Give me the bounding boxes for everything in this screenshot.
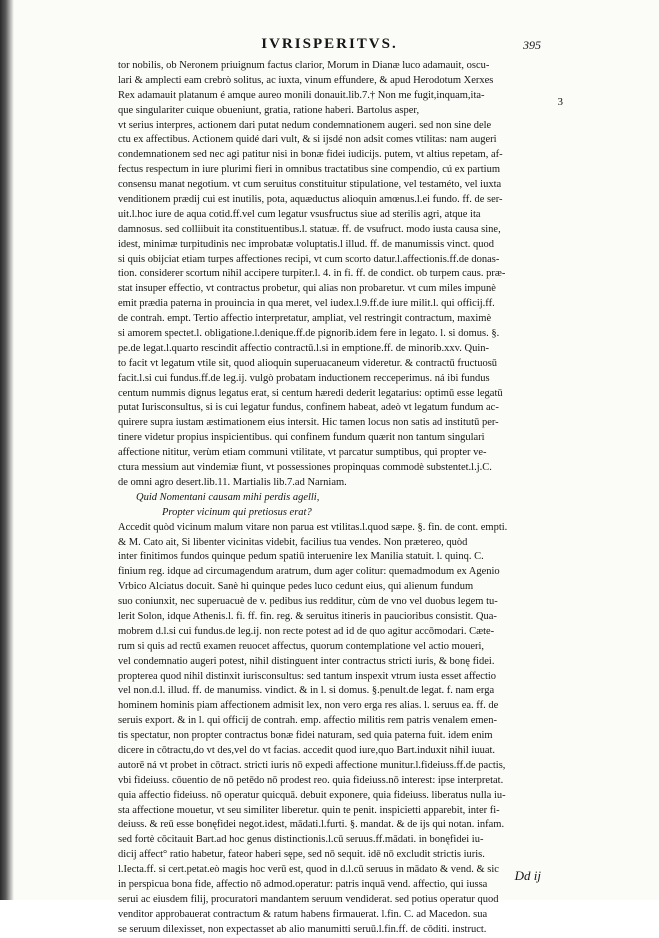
text-line: to facit vt legatum vtile sit, quod alioquin superuacaneum videretur. & contractū fructuosū: [118, 357, 498, 369]
text-line: ctura messium aut vindemiæ fiunt, vt possessiones propinquas commodè substentet.l.j.C.: [118, 462, 492, 474]
signature-mark: Dd ij: [514, 868, 541, 883]
text-line: propterea quod nihil distinxit iurisconsultus: sed tantum inspexit vtrum iusta esset affectio: [118, 670, 497, 682]
text-line: fectus respectum in iure plurimi fieri in omnibus tractatibus sine compendio, cú ex partium: [118, 164, 500, 176]
binding-shadow: [0, 0, 14, 900]
verse-line: Propter vicinum qui pretiosus erat?: [162, 506, 312, 518]
text-line: Vrbico Alciatus docuit. Sanè hi quinque pedes luco cedunt eius, qui alienum fundum: [118, 581, 474, 593]
text-line: damnosus. sed colliibuit ita constituentibus.l. statuæ. ff. de vsufruct. modo iusta causa sine,: [118, 223, 501, 235]
text-line: condemnationem sed nec agi patitur nisi in bonæ fidei iudicijs. putem, vt altius repetam, af-: [118, 149, 503, 161]
text-line: de contrah. empt. Tertio affectio interpretatur, ampliat, vel restringit contractum, maximè: [118, 313, 492, 325]
text-line: venditor approbauerat contractum & ratum habens firmauerat. l.fin. C. ad Macedon. sua: [118, 908, 488, 920]
text-line: pe.de legat.l.quarto rescindit affectio contractū.l.si in emptione.ff. de minorib.xxv. Quin-: [118, 342, 489, 354]
text-line: de omni agro desert.lib.11. Martialis lib.7.ad Narniam.: [118, 476, 347, 488]
text-line: uit.l.hoc iure de aqua cotid.ff.vel cum legatur vsusfructus siue ad sterilis agri, atque ita: [118, 208, 481, 220]
text-line: consensu manat negotium. vt cum seruitus constituitur stipulatione, vel testaméto, vel iuxta: [118, 179, 502, 191]
page-header: [0, 36, 659, 56]
text-line: & M. Cato ait, Si libenter vicinitas videbit, facilius tua vendes. Non prætereo, quòd: [118, 536, 468, 548]
text-line: stat insuper effectio, vt contractus probetur, qui alias non probaretur. vt cum miles impunè: [118, 283, 496, 295]
text-line: dicij affect° ratio habetur, fateor haberi sępe, sed nō sequit. idē nō excludit strictis iuris.: [118, 849, 485, 861]
text-line: quia affectio fideiuss. nō operatur quicquā. debuit exponere, quia fideiuss. liberatus nulla iu-: [118, 789, 506, 801]
text-line: rum si quis ad rectū examen reuocet affectus, quorum contemplatione vel actio moueri,: [118, 640, 485, 652]
text-line: sed fortè cōcitauit Bart.ad hoc genus distinctionis.l.cū seruus.ff.mādati. in bonęfidei iu-: [118, 834, 484, 846]
text-line: hominem hominis piam affectionem admisit lex, non vero erga res alias. l. seruus ea. ff. de: [118, 700, 499, 712]
text-line: vt serius interpres, actionem dari putat nedum condemnationem augeri. sed non sine dele: [118, 119, 492, 131]
text-line: putat Iurisconsultus, si is cui legatur fundus, confinem habeat, adeò vt legatum fundum ac-: [118, 402, 499, 414]
text-line: finium reg. idque ad circumagendum aratrum, dum ager colitur: quemadmodum ex Agenio: [118, 566, 500, 578]
text-line: lerit Solon, idque Athenis.l. fi. ff. fin. reg. & seruitus itineris in paucioribus consistit. Qua-: [118, 610, 497, 622]
text-line: si quis obijciat etiam turpes affectiones recipi, vt cum scorto datur.l.affectionis.ff.de donas-: [118, 253, 500, 265]
text-line: lari & amplecti eam crebrò solitus, ac iuxta, vinum effundere, & apud Herodotum Xerxes: [118, 74, 494, 86]
text-line: venditionem prædij cui est inutilis, pota, aquæductus alioquin amœnus.l.ei fundo. ff. de ser-: [118, 194, 503, 206]
text-line: vel non.d.l. illud. ff. de manumiss. vindict. & in l. si domus. §.penult.de legat. f. nam erga: [118, 685, 495, 697]
text-line: affectione nititur, verùm etiam communi vtilitate, vt parcatur sumptibus, qui propter ve-: [118, 447, 487, 459]
text-line: que singulariter cuique obueniunt, gratia, ratione haberi. Bartolus asper,: [118, 104, 420, 116]
text-line: sta affectione mouetur, vt seu similiter liberetur. quin te penit. inspicietti apparebit, inter fi-: [118, 804, 500, 816]
text-line: tis spectatur, non propter contractus bonæ fidei naturam, sed quia paterna fuit. idem enim: [118, 730, 493, 742]
text-line: facit.l.si cui fundus.ff.de leg.ij. vulgò probatam inductionem recceperimus. ná ibi fundus: [118, 372, 490, 384]
text-line: se seruum dilexisset, non expectasset ab alio manumitti seruū.l.fin.ff. de cōditi. instruct.: [118, 923, 487, 935]
text-line: emit prædia paterna in prouincia in qua meret, vel iudex.l.9.ff.de iure milit.l. qui officij.ff.: [118, 298, 495, 310]
running-title: IVRISPERITVS.: [261, 36, 398, 52]
text-line: idest, minimæ turpitudinis nec improbatæ voluptatis.l illud. ff. de manumissis vinct. quod: [118, 238, 495, 250]
text-line: tinere videtur propius inspicientibus. qui confinem fundum quærit non tantum singulari: [118, 432, 485, 444]
body-text: [118, 59, 546, 938]
text-line: dicere in cōtractu,do vt des,vel do vt facias. accedit quod iure,quo Bart.induxit nihil iuuat.: [118, 744, 496, 756]
text-line: deiuss. & reū esse bonęfidei negot.idest, mādati.l.furti. §. mandat. & de ijs qui notan. infam.: [118, 819, 505, 831]
text-line: si amorem spectet.l. obligatione.l.denique.ff.de pignorib.idem fere in legato. l. si domus. §.: [118, 328, 500, 340]
text-line: tion. considerer scortum nihil accipere turpiter.l. 4. in fi. ff. de condict. ob turpem caus. præ-: [118, 268, 506, 280]
text-line: Rex adamauit platanum é amque aureo monili donauit.lib.7.† Non me fugit,inquam,ita-: [118, 89, 485, 101]
text-line: inter finitimos fundos quinque pedum spatiū interuenire lex Manilia statuit. l. quinq. C.: [118, 551, 484, 563]
text-line: vel condemnatio augeri potest, nihil distinguent inter contractus stricti iuris, & bonę fidei.: [118, 655, 495, 667]
text-line: in perspicua bona fide, affectio nō admod.operatur: patris inquā vend. affectio, qui iussa: [118, 878, 488, 890]
text-line: seruis export. & in l. qui officij de contrah. emp. affectio militis rem patris venalem emen-: [118, 715, 497, 727]
text-line: suo coniunxit, nec superuacuè de v. pedibus ius redditur, cùm de vno vel duobus legem tu-: [118, 596, 498, 608]
verse-line: Quid Nomentani causam mihi perdis agelli,: [136, 491, 320, 503]
text-line: l.Iecta.ff. si cert.petat.eò magis hoc verū est, quod in d.l.cū seruus in mādato & vend. & sic: [118, 864, 499, 876]
text-line: autorē ná vt probet in cōtract. stricti iuris nō expedi affectione munitur.l.fideiuss.ff.de pactis,: [118, 759, 506, 771]
text-line: vbi fideiuss. cōuentio de nō petēdo nō prodest reo. quia fideiuss.nō interest: ipse interpretat.: [118, 774, 504, 786]
text-line: mobrem d.l.si cui fundus.de leg.ij. non recte potest ad id de quo agitur accōmodari. Cæte-: [118, 625, 495, 637]
text-line: quirere supra iustam æstimationem eius intersit. Hic tamen locus non satis ad institutū per-: [118, 417, 499, 429]
page-number: 395: [523, 38, 541, 52]
text-line: centum nummis dignus legatus erat, si centum hæredi dederit legatarius: optimū esse legatū: [118, 387, 503, 399]
margin-note: 3: [557, 96, 563, 108]
text-line: ctu ex affectibus. Actionem quidé dari vult, & si ijsdé non adsit comes vtilitas: nam augeri: [118, 134, 497, 146]
text-line: serui ac eiusdem filij, procuratori mandantem seruum vendiderat. sed potius operatur quod: [118, 893, 499, 905]
text-line: Accedit quòd vicinum malum vitare non parua est vtilitas.l.quod sæpe. §. fin. de cont. empti.: [118, 521, 508, 533]
text-line: tor nobilis, ob Neronem priuignum factus clarior, Morum in Dianæ luco adamauit, oscu-: [118, 60, 490, 71]
